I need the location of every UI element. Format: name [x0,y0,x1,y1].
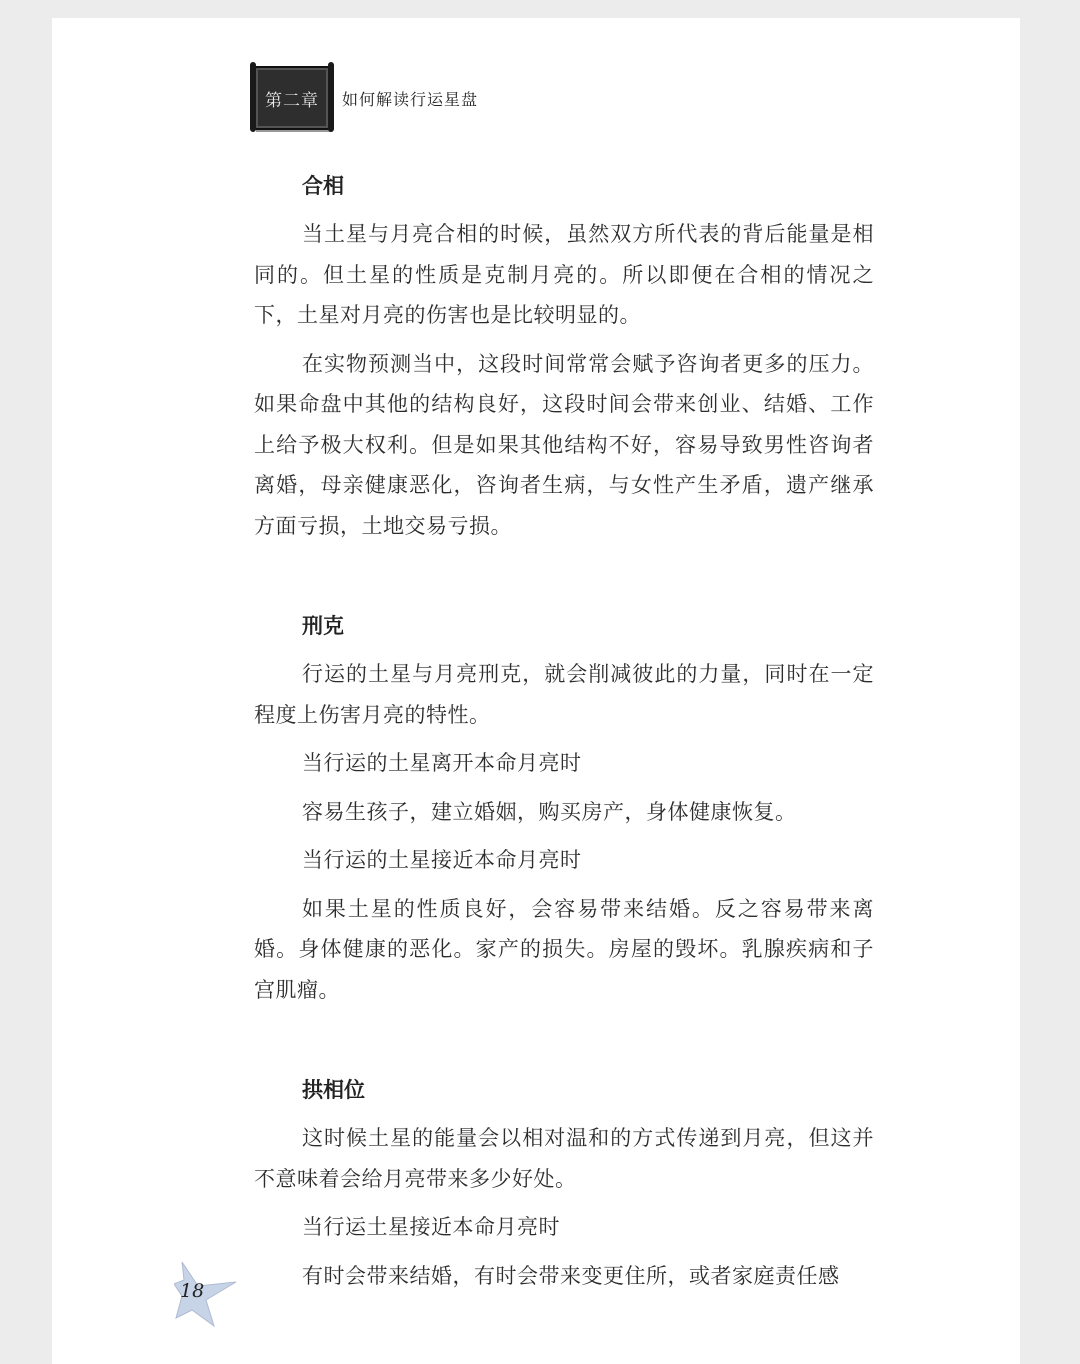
page-content [254,166,874,1296]
paragraph: 当行运的土星接近本命月亮时 [302,848,582,872]
paragraph: 行运的土星与月亮刑克，就会削减彼此的力量，同时在一定程度上伤害月亮的特性。 [254,662,874,727]
section-heading-square: 刑克 [302,614,344,638]
paragraph: 当行运的土星离开本命月亮时 [302,751,582,775]
paragraph: 当行运土星接近本命月亮时 [302,1215,560,1239]
paragraph: 容易生孩子，建立婚姻，购买房产，身体健康恢复。 [302,799,797,824]
chapter-header [254,64,478,132]
book-page [52,18,1020,1364]
paragraph: 如果土星的性质良好，会容易带来结婚。反之容易带来离婚。身体健康的恶化。家产的损失。房屋的毁坏。乳腺疾病和子宫肌瘤。 [254,896,874,1002]
page-number: 18 [180,1280,205,1302]
paragraph: 有时会带来结婚，有时会带来变更住所，或者家庭责任感 [302,1263,840,1288]
section-heading-conjunction: 合相 [302,174,344,198]
paragraph: 在实物预测当中，这段时间常常会赋予咨询者更多的压力。如果命盘中其他的结构良好，这段时间会带来创业、结婚、工作上给予极大权利。但是如果其他结构不好，容易导致男性咨询者离婚，母亲健康恶化，咨询者生病，与女性产生矛盾，遗产继承方面亏损，土地交易亏损。 [254,351,874,538]
page-number-badge [174,1258,240,1328]
chapter-title: 如何解读行运星盘 [342,89,479,109]
section-heading-trine: 拱相位 [302,1078,365,1102]
paragraph: 当土星与月亮合相的时候，虽然双方所代表的背后能量是相同的。但土星的性质是克制月亮的。所以即便在合相的情况之下，土星对月亮的伤害也是比较明显的。 [254,222,874,327]
chapter-badge [254,66,330,130]
chapter-badge-label: 第二章 [265,90,319,111]
paragraph: 这时候土星的能量会以相对温和的方式传递到月亮，但这并不意味着会给月亮带来多少好处。 [254,1126,874,1191]
